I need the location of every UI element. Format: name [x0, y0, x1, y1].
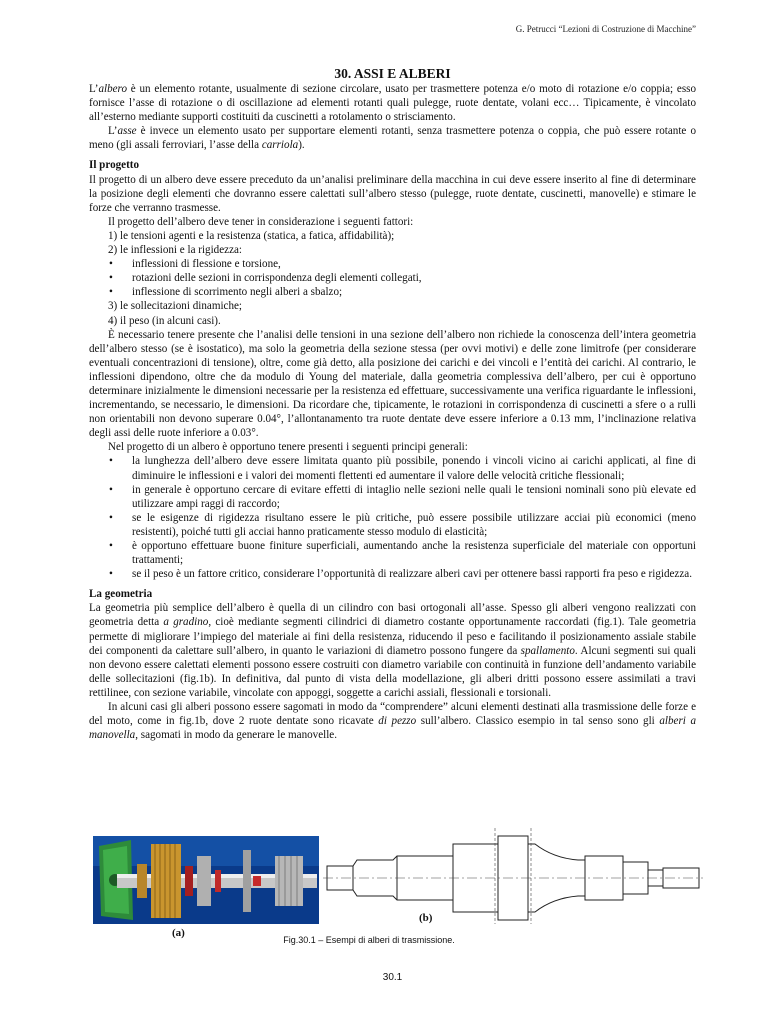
geometria-paragraph-2: In alcuni casi gli alberi possono essere sagomati in modo da “comprendere” alcuni elementi destinati alla trasmissione delle forze e del moto, come in fig.1b, dove 2 ruote dentate sono ricavate di pezzo sull’albero. Classico esempio in tal senso sono gli alberi a manovella, sagomati in modo da generare le manovelle. — [89, 701, 697, 742]
progetto-paragraph-2: Il progetto dell’albero deve tener in considerazione i seguenti fattori: — [108, 215, 414, 228]
progetto-paragraph-4: Nel progetto di un albero è opportuno tenere presenti i seguenti principi generali: — [108, 441, 468, 454]
figure-label-b: (b) — [419, 912, 433, 924]
section-title: 30. ASSI E ALBERI — [334, 66, 451, 81]
term-a-gradino: a gradino — [163, 616, 209, 629]
term-spallamento: spallamento — [520, 644, 575, 657]
intro-paragraph-asse: L’asse è invece un elemento usato per supportare elementi rotanti, senza trasmettere potenza o coppia, che può essere rotante o meno (gli assali ferroviari, l’asse della carriola). — [89, 125, 696, 152]
page-number: 30.1 — [382, 972, 403, 983]
list-item: • se il peso è un fattore critico, considerare l’opportunità di realizzare alberi cavi per ottenere bassi rapporti fra peso e rigidezza. — [89, 567, 696, 581]
progetto-paragraph-3: È necessario tenere presente che l’analisi delle tensioni in una sezione dell’albero non richiede la conoscenza dell’intera geometria dell’albero stesso (se è isostatico), ma solo la geometria della sezione stessa (per ovvi motivi) e delle zone limitrofe (per considerare eventuali concentrazioni di tensione), oltre, come già detto, alla posizione dei carichi e dei vincoli e l’entità dei carichi. Al contrario, le inflessioni dipendono, oltre che da modulo di Young del materiale, dalla geometria complessiva dell’albero, per cui è opportuno determinare inizialmente le dimensioni necessarie per la resistenza ed effettuare, successivamente una verifica riguardante le inflessioni, incrementando, se necessario, le dimensioni. Da ricordare che, tipicamente, le rotazioni in corrispondenza di cuscinetti a sfere o a rulli non orientabili non devono superare 0.04°, l’allontanamento tra ruote dentate deve essere inferiore a 0.13 mm, l’inclinazione relativa degli assi delle ruote inferiore a 0.03°. — [89, 328, 696, 440]
geometria-paragraph-1: La geometria più semplice dell’albero è quella di un cilindro con basi ortogonali all’asse. Spesso gli alberi vengono realizzati con geometria detta a gradino, cioè mediante segmenti cilindrici di diametro costante opportunamente raccordati (fig.1). Tale geometria permette di migliorare l’impiego del materiale ai fini della resistenza, riducendo il peso e facilitando il posizionamento assiale stabile dei componenti da calettare sull’albero, in quanto le variazioni di diametro possono fungere da spallamento. Alcuni segmenti sui quali non devono essere calettati elementi possono essere costruiti con diametro variabile con continuità in funzione dell’andamento variabile delle sollecitazioni (fig.1b). In definitiva, dal punto di vista della modellazione, gli alberi dritti possono essere assimilati a travi rettilinee, con sezione variabile, vincolate con appoggi, soggette a carichi assiali, flessionali e torsionali. — [89, 602, 696, 699]
shaft-3d-render-image — [93, 836, 319, 924]
term-di-pezzo: di pezzo — [378, 715, 417, 728]
running-header: G. Petrucci “Lezioni di Costruzione di Macchine” — [515, 24, 696, 34]
list-item: • inflessioni di flessione e torsione, — [89, 257, 696, 271]
heading-progetto: Il progetto — [89, 159, 140, 172]
term-carriola: carriola — [261, 139, 299, 152]
figure-30-1 — [89, 826, 696, 956]
list-item: • se le esigenze di rigidezza risultano essere le più critiche, può essere possibile utilizzare acciai più economici (meno resistenti), poiché tutti gli acciai hanno praticamente stesso modulo di elasticità; — [89, 511, 696, 539]
factor-2: 2) le inflessioni e la rigidezza: — [108, 244, 242, 257]
figure-caption: Fig.30.1 – Esempi di alberi di trasmissione. — [283, 935, 455, 945]
body-text — [89, 82, 696, 742]
principi-list — [89, 454, 696, 581]
term-asse: asse — [117, 125, 137, 138]
list-item: • rotazioni delle sezioni in corrispondenza degli elementi collegati, — [89, 271, 696, 285]
heading-geometria: La geometria — [89, 588, 153, 601]
shaft-technical-drawing — [323, 826, 703, 926]
list-item: • inflessione di scorrimento negli alberi a sbalzo; — [89, 285, 696, 299]
list-item: • in generale è opportuno cercare di evitare effetti di intaglio nelle sezioni nelle quali le tensioni nominali sono più elevate ed utilizzare ampi raggi di raccordo; — [89, 483, 696, 511]
list-item: • è opportuno effettuare buone finiture superficiali, aumentando anche la resistenza superficiale del materiale con opportuni trattamenti; — [89, 539, 696, 567]
inflessioni-list — [89, 257, 696, 299]
factor-1: 1) le tensioni agenti e la resistenza (statica, a fatica, affidabilità); — [108, 229, 395, 242]
intro-paragraph-albero: L’albero è un elemento rotante, usualmente di sezione circolare, usato per trasmettere potenza e/o moto di rotazione e/o coppia; esso fornisce l’asse di rotazione o di oscillazione ad elementi rotanti quali pulegge, ruote dentate, volani ecc… Tipicamente, è vincolato all’esterno mediante supporti costituiti da cuscinetti a rotolamento o strisciamento. — [89, 83, 696, 124]
progetto-paragraph-1: Il progetto di un albero deve essere preceduto da un’analisi preliminare della macchina in cui deve essere inserito al fine di determinare la posizione degli elementi che dovranno essere calettati sull’albero stesso (pulegge, ruote dentate, cuscinetti, manovelle) e stimare le forze che verranno trasmesse. — [89, 173, 696, 214]
factor-3: 3) le sollecitazioni dinamiche; — [108, 300, 243, 313]
term-albero: albero — [98, 83, 128, 95]
figure-label-a: (a) — [172, 927, 185, 939]
term-alberi-a-manovella: alberi a manovella — [89, 715, 697, 742]
factor-4: 4) il peso (in alcuni casi). — [108, 314, 221, 327]
list-item: • la lunghezza dell’albero deve essere limitata quanto più possibile, ponendo i vincoli vicino ai carichi applicati, al fine di diminuire le inflessioni e i valori dei momenti flettenti ed aumentare il valore delle velocità critiche flessionali; — [89, 454, 696, 482]
